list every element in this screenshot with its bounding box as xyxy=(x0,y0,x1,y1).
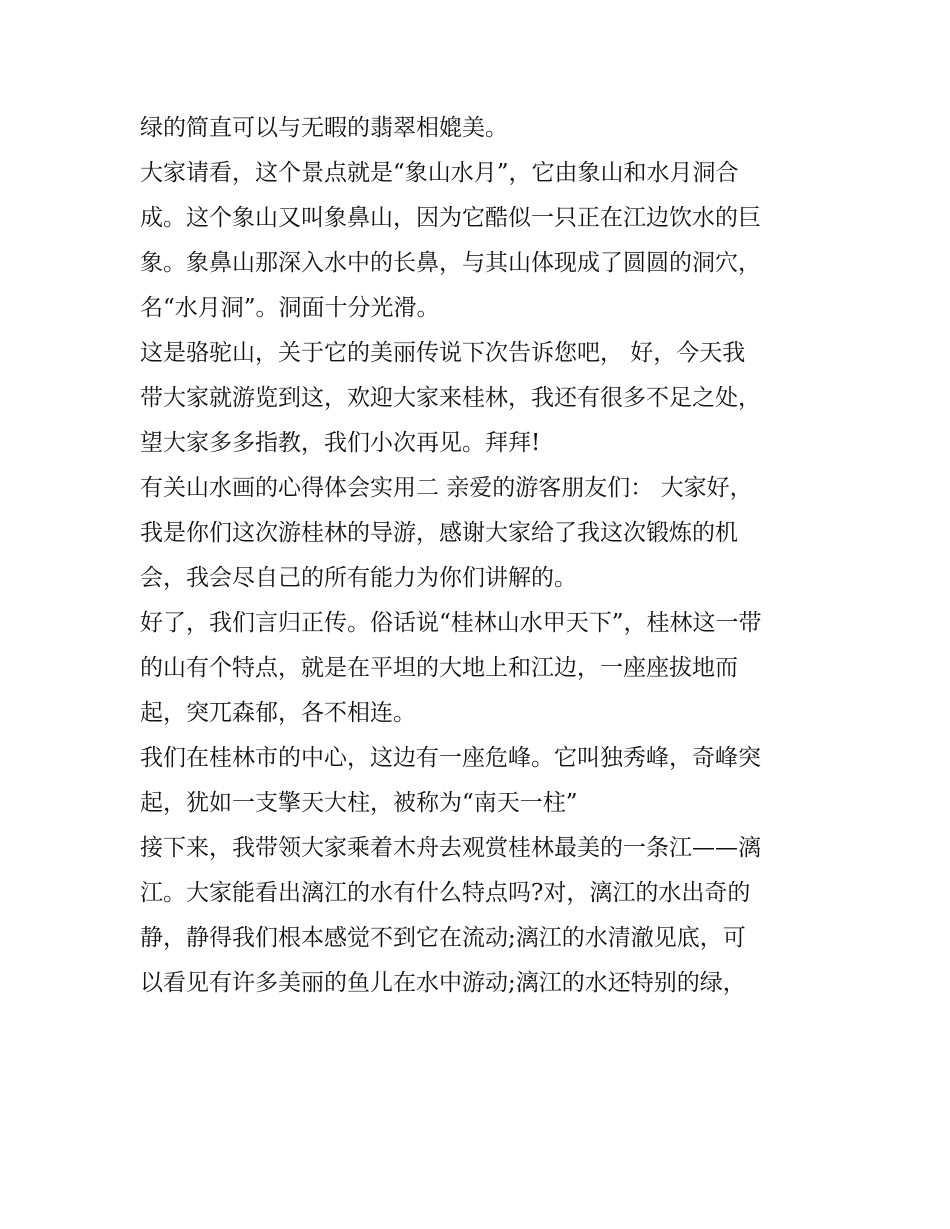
text-line: 起，突兀森郁，各不相连。 xyxy=(140,700,416,726)
text-line: 象。象鼻山那深入水中的长鼻，与其山体现成了圆圆的洞穴， xyxy=(140,250,761,276)
text-line: 我是你们这次游桂林的导游，感谢大家给了我这次锻炼的机 xyxy=(140,520,738,546)
body-text xyxy=(140,106,830,1006)
text-line: 望大家多多指教，我们小次再见。拜拜! xyxy=(140,430,541,456)
text-line: 起，犹如一支擎天大柱，被称为“南天一柱” xyxy=(140,790,578,816)
text-line: 我们在桂林市的中心，这边有一座危峰。它叫独秀峰，奇峰突 xyxy=(140,745,761,771)
text-line: 江。大家能看出漓江的水有什么特点吗?对，漓江的水出奇的 xyxy=(140,880,751,906)
text-line: 有关山水画的心得体会实用二 亲爱的游客朋友们： 大家好， xyxy=(140,475,753,501)
text-line: 大家请看，这个景点就是“象山水月”，它由象山和水月洞合 xyxy=(140,160,739,186)
text-line: 的山有个特点，就是在平坦的大地上和江边，一座座拔地而 xyxy=(140,655,738,681)
text-line: 成。这个象山又叫象鼻山，因为它酷似一只正在江边饮水的巨 xyxy=(140,205,761,231)
text-line: 静，静得我们根本感觉不到它在流动;漓江的水清澈见底，可 xyxy=(140,925,746,951)
text-line: 带大家就游览到这，欢迎大家来桂林，我还有很多不足之处， xyxy=(140,385,761,411)
text-line: 这是骆驼山，关于它的美丽传说下次告诉您吧， 好，今天我 xyxy=(140,340,746,366)
text-line: 以看见有许多美丽的鱼儿在水中游动;漓江的水还特别的绿， xyxy=(140,970,746,996)
text-line: 好了，我们言归正传。俗话说“桂林山水甲天下”，桂林这一带 xyxy=(140,610,762,636)
text-line: 名“水月洞”。洞面十分光滑。 xyxy=(140,295,440,321)
text-line: 绿的简直可以与无暇的翡翠相媲美。 xyxy=(140,115,508,141)
text-line: 会，我会尽自己的所有能力为你们讲解的。 xyxy=(140,565,577,591)
text-line: 接下来，我带领大家乘着木舟去观赏桂林最美的一条江——漓 xyxy=(140,835,761,861)
